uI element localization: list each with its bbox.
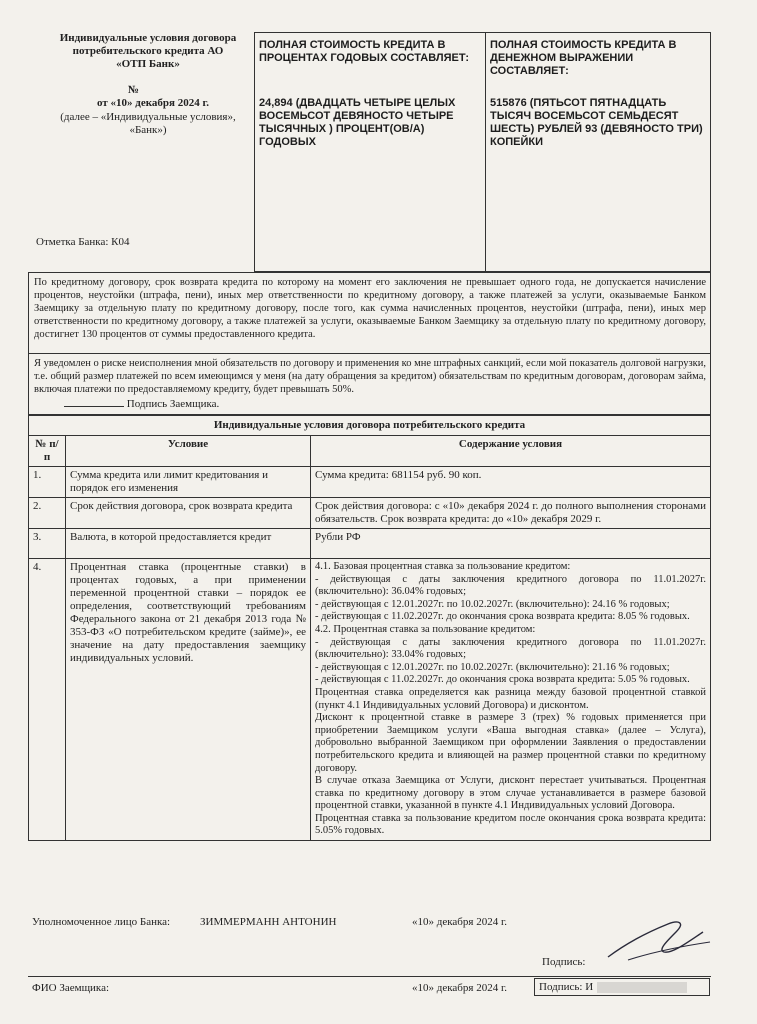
notice-2-box xyxy=(28,353,711,415)
notice-1-text: По кредитному договору, срок возврата кредита по которому на момент его заключения не превышает одного года, не допускается начисление процентов, неустойки (штрафа, пени), иных мер ответственности по кредитному договору, а также платежей за услуги, оказываемые Банком Заемщику за отдельную плату по кредитному договору, после того, как сумма начисленных процентов, неустойки (штрафа, пени), иных мер ответственности по кредитному договору, а также платежей за услуги, оказываемые Банком Заемщику за отдельную плату по кредитному договору, достигнет 130 процентов от суммы предоставленного кредита. xyxy=(34,277,706,340)
bank-mark: Отметка Банка: К04 xyxy=(36,236,130,248)
borrower-sign-label: Подпись: И xyxy=(539,981,594,993)
rep-date: «10» декабря 2024 г. xyxy=(412,916,507,928)
rate-line: Процентная ставка за пользование кредитом после окончания срока возврата кредита: 5.05% годовых. xyxy=(315,812,706,837)
rate-line: Дисконт к процентной ставке в размере 3 (трех) % годовых применяется при приобретении Заемщиком услуги «Ваша выгодная ставка» (далее – Услуга), добровольно выбранной Заемщиком при оформлении Заявления о предоставлении потребительского кредита и влияющей на размер процентной ставки по кредитному договору. xyxy=(315,712,706,774)
header-number: № xyxy=(128,84,140,96)
notice-2-sign-label: Подпись Заемщика. xyxy=(126,398,220,410)
psk-money-box xyxy=(485,32,711,272)
bank-signature xyxy=(598,912,718,972)
psk-percent-box xyxy=(254,32,486,272)
sign-label: Подпись: xyxy=(542,956,586,968)
row-condition: Сумма кредита или лимит кредитования и порядок его изменения xyxy=(66,467,311,498)
psk-money-value: 515876 (ПЯТЬСОТ ПЯТНАДЦАТЬ ТЫСЯЧ ВОСЕМЬСОТ СЕМЬДЕСЯТ ШЕСТЬ) РУБЛЕЙ 93 (ДЕВЯНОСТО ТРИ) КОПЕЙКИ xyxy=(490,97,703,148)
col-condition-header: Условие xyxy=(66,436,311,467)
table-row xyxy=(29,498,711,529)
row-content: Рубли РФ xyxy=(311,529,711,559)
rate-line: - действующая с 12.01.2027г. по 10.02.2027г. (включительно): 24.16 % годовых; xyxy=(315,598,670,610)
row-num: 3. xyxy=(29,529,66,559)
row-num: 2. xyxy=(29,498,66,529)
row-content: Срок действия договора: с «10» декабря 2024 г. до полного выполнения сторонами обязательств. Срок возврата кредита: до «10» декабря 2029 г. xyxy=(311,498,711,529)
notice-2-sign-row xyxy=(64,398,219,411)
row-num: 1. xyxy=(29,467,66,498)
col-content-header: Содержание условия xyxy=(311,436,711,467)
footer-divider xyxy=(28,976,711,977)
notice-2-text: Я уведомлен о риске неисполнения мной обязательств по договору и применения ко мне штрафных санкций, если мой показатель долговой нагрузки, т.е. общий размер платежей по всем имеющимся у меня (на дату обращения за кредитом) обязательствам по кредитным договорам, договорам займа, включая платежи по предоставляемому кредиту, будет превышать 50%. xyxy=(34,358,706,395)
psk-percent-title: ПОЛНАЯ СТОИМОСТЬ КРЕДИТА В ПРОЦЕНТАХ ГОДОВЫХ СОСТАВЛЯЕТ: xyxy=(259,39,470,64)
signature-line xyxy=(64,406,124,407)
row-num: 4. xyxy=(29,559,66,841)
rate-line: - действующая с даты заключения кредитного договора по 11.01.2027г. (включительно): 36.04% годовых; xyxy=(315,573,706,598)
rep-name: ЗИММЕРМАНН АНТОНИН xyxy=(200,916,337,928)
borrower-date: «10» декабря 2024 г. xyxy=(412,982,507,994)
rate-line: - действующая с 12.01.2027г. по 10.02.2027г. (включительно): 21.16 % годовых; xyxy=(315,661,670,673)
conditions-table-wrap xyxy=(28,415,711,841)
table-row xyxy=(29,467,711,498)
rate-line: В случае отказа Заемщика от Услуги, дисконт перестает учитываться. Процентная ставка по кредитному договору в этом случае устанавливается в размере базовой процентной ставки, указанной в пункте 4.1 Индивидуальных условий Договора. xyxy=(315,775,706,812)
header-date: от «10» декабря 2024 г. xyxy=(97,97,209,109)
row-content xyxy=(311,559,711,841)
borrower-label: ФИО Заемщика: xyxy=(32,982,110,994)
rate-line: Процентная ставка определяется как разница между базовой процентной ставкой (пункт 4.1 Индивидуальных условий Договора) и дисконтом. xyxy=(315,686,706,711)
rate-line: - действующая с 11.02.2027г. до окончания срока возврата кредита: 8.05 % годовых. xyxy=(315,611,690,623)
psk-money-title: ПОЛНАЯ СТОИМОСТЬ КРЕДИТА В ДЕНЕЖНОМ ВЫРАЖЕНИИ СОСТАВЛЯЕТ: xyxy=(490,39,677,77)
table-caption: Индивидуальные условия договора потребительского кредита xyxy=(29,416,711,436)
header-left-box xyxy=(28,30,256,272)
rate-line: 4.2. Процентная ставка за пользование кредитом: xyxy=(315,623,536,635)
footer xyxy=(28,912,711,1022)
row-condition: Процентная ставка (процентные ставки) в процентах годовых, а при применении переменной процентной ставки – порядок ее определения, соответствующий требованиям Федерального закона от 21 декабря 2013 года № 353-ФЗ «О потребительском кредите (займе)», ее значение на дату предоставления заемщику индивидуальных условий. xyxy=(66,559,311,841)
rate-line: - действующая с даты заключения кредитного договора по 11.01.2027г. (включительно): 33.04% годовых; xyxy=(315,636,706,661)
borrower-sign-box xyxy=(534,978,710,996)
conditions-table xyxy=(28,415,711,841)
redacted-signature xyxy=(597,982,687,993)
table-row xyxy=(29,559,711,841)
notice-1-box xyxy=(28,272,711,354)
rate-line: - действующая с 11.02.2027г. до окончания срока возврата кредита: 5.05 % годовых. xyxy=(315,674,690,686)
rate-line: 4.1. Базовая процентная ставка за пользование кредитом: xyxy=(315,561,571,572)
rep-label: Уполномоченное лицо Банка: xyxy=(32,916,171,928)
row-condition: Срок действия договора, срок возврата кредита xyxy=(66,498,311,529)
row-condition: Валюта, в которой предоставляется кредит xyxy=(66,529,311,559)
col-num-header: № п/п xyxy=(29,436,66,467)
row-content: Сумма кредита: 681154 руб. 90 коп. xyxy=(311,467,711,498)
header-title: Индивидуальные условия договора потребительского кредита АО «ОТП Банк» xyxy=(59,32,237,70)
psk-percent-value: 24,894 (ДВАДЦАТЬ ЧЕТЫРЕ ЦЕЛЫХ ВОСЕМЬСОТ ДЕВЯНОСТО ЧЕТЫРЕ ТЫСЯЧНЫХ ) ПРОЦЕНТ(ОВ/А) ГОДОВЫХ xyxy=(259,97,456,148)
header-note: (далее – «Индивидуальные условия», «Банк») xyxy=(60,111,236,136)
table-row xyxy=(29,529,711,559)
